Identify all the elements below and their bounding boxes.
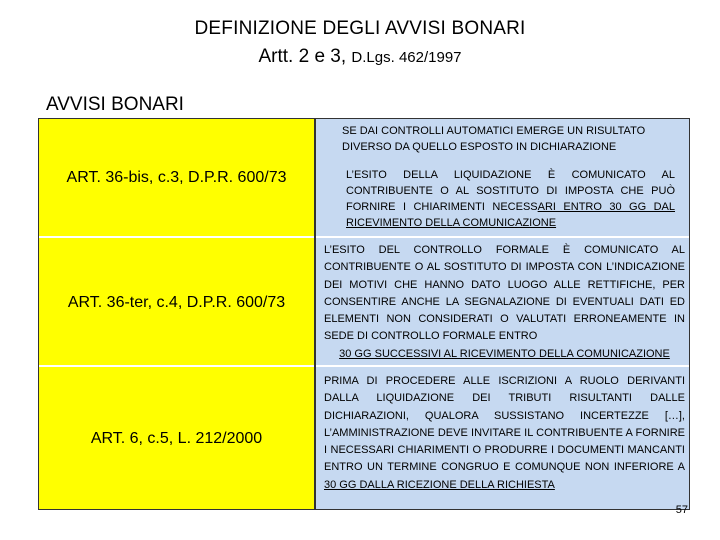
- section-label: AVVISI BONARI: [46, 94, 184, 115]
- description-2-text: L’ESITO DEL CONTROLLO FORMALE È COMUNICATO AL CONTRIBUENTE O AL SOSTITUTO DI IMPOSTA CON L’INDICAZIONE DEI MOTIVI CHE HANNO DATO LUOGO ALLE RETTIFICHE, PER CONSENTIRE ANCHE LA SEGNALAZIONE DI EVENTUALI DATI ED ELEMENTI NON CONSIDERATI O VALUTATI ERRONEAMENTE IN SEDE DI CONTROLLO FORMALE ENTRO: [324, 244, 685, 343]
- page-number: 57: [675, 504, 688, 516]
- subtitle-reference: D.Lgs. 462/1997: [351, 49, 462, 66]
- law-references-column: [38, 118, 315, 510]
- law-reference-1: ART. 36-bis, c.3, D.P.R. 600/73: [66, 168, 287, 186]
- page-title: DEFINIZIONE DEGLI AVVISI BONARI: [194, 18, 526, 39]
- law-reference-3: ART. 6, c.5, L. 212/2000: [39, 365, 314, 511]
- descriptions-column: [315, 118, 690, 510]
- description-2: [316, 236, 689, 365]
- description-1-text: L’ESITO DELLA LIQUIDAZIONE È COMUNICATO AL CONTRIBUENTE O AL SOSTITUTO DI IMPOSTA CHE PUÒ FORNIRE I CHIARIMENTI NECESS: [346, 169, 675, 213]
- description-3: [316, 365, 689, 509]
- description-1: [316, 167, 689, 235]
- law-reference-2: ART. 36-ter, c.4, D.P.R. 600/73: [39, 236, 314, 367]
- description-2-deadline-line: [324, 346, 685, 363]
- description-3-text: PRIMA DI PROCEDERE ALLE ISCRIZIONI A RUOLO DERIVANTI DALLA LIQUIDAZIONE DEI TRIBUTI RISULTANTI DALLE DICHIARAZIONI, QUALORA SUSSISTANO INCERTEZZE […], L’AMMINISTRAZIONE DEVE INVITARE IL CONTRIBUENTE A FORNIRE I NECESSARI CHIARIMENTI O PRODURRE I DOCUMENTI MANCANTI ENTRO UN TERMINE CONGRUO E COMUNQUE NON INFERIORE A: [324, 375, 685, 474]
- description-2-deadline: 30 GG SUCCESSIVI AL RICEVIMENTO DELLA COMUNICAZIONE: [339, 347, 670, 360]
- page-subtitle: [0, 46, 720, 68]
- description-1-deadline: ARI ENTRO 30 GG DAL RICEVIMENTO DELLA COMUNICAZIONE: [346, 201, 676, 229]
- subtitle-main: Artt. 2 e 3,: [258, 46, 352, 67]
- description-3-deadline: 30 GG DALLA RICEZIONE DELLA RICHIESTA: [324, 478, 555, 491]
- intro-text: SE DAI CONTROLLI AUTOMATICI EMERGE UN RISULTATO DIVERSO DA QUELLO ESPOSTO IN DICHIARAZIONE: [342, 125, 646, 153]
